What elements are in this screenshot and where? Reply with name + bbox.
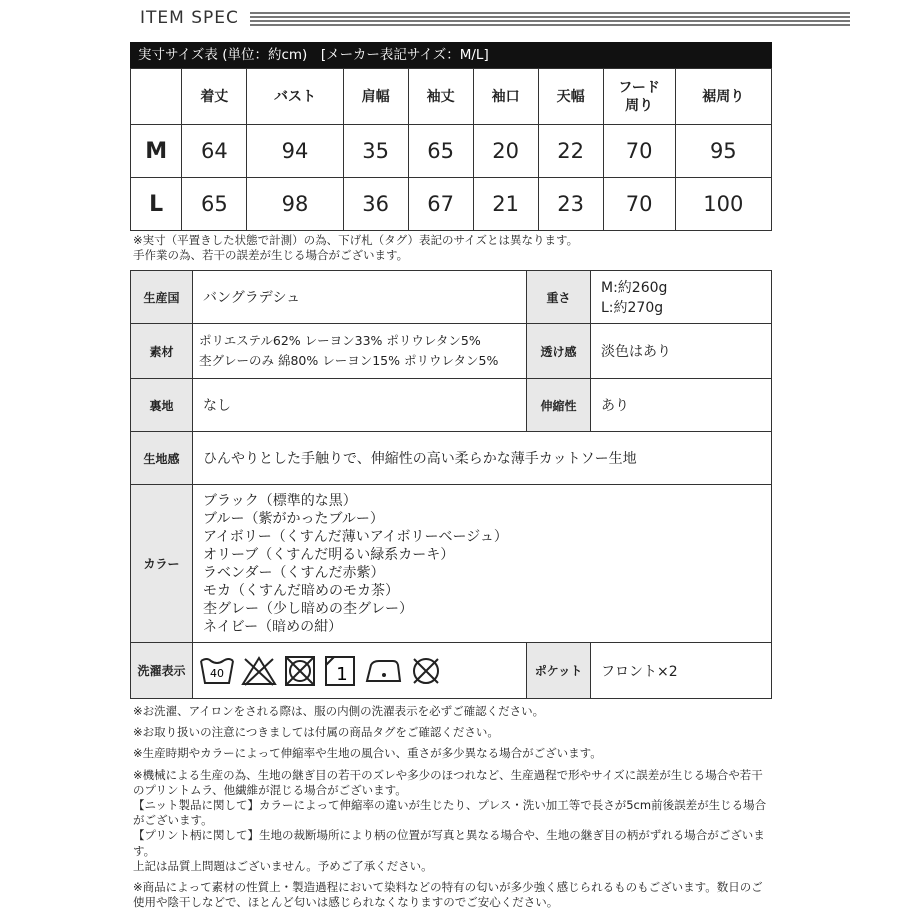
col-header: 天幅 — [538, 69, 603, 125]
info-row — [131, 485, 772, 643]
color-item: 杢グレー（少し暗めの杢グレー） — [203, 600, 413, 617]
color-item: ネイビー（暗めの紺） — [203, 618, 343, 635]
table-cell: 94 — [247, 125, 343, 178]
weight-label: 重さ — [527, 271, 591, 324]
info-row — [131, 271, 772, 324]
line-dry-shade-icon — [323, 655, 357, 687]
texture-value: ひんやりとした手触りで、伸縮性の高い柔らかな薄手カットソー生地 — [193, 432, 772, 485]
table-cell: 64 — [182, 125, 247, 178]
color-item: アイボリー（くすんだ薄いアイボリーベージュ） — [203, 528, 508, 545]
iron-low-icon — [363, 655, 403, 687]
col-header: 着丈 — [182, 69, 247, 125]
wash-temp: 40 — [210, 666, 224, 680]
foot-note: ※商品によって素材の性質上・製造過程において染料などの特有の匂いが多少強く感じられるものもございます。数日のご使用や陰干しなどで、ほとんど匂いは感じられなくなりますのでご安心ください。 — [133, 880, 763, 910]
origin-label: 生産国 — [131, 271, 193, 324]
table-cell: 67 — [408, 178, 473, 231]
pocket-value: フロント×2 — [591, 643, 772, 699]
size-table-header: 実寸サイズ表 (単位：約cm) [メーカー表記サイズ：M/L] — [130, 42, 772, 68]
dry-number: 1 — [336, 663, 348, 685]
table-cell: 65 — [182, 178, 247, 231]
col-header: 袖丈 — [408, 69, 473, 125]
table-cell: 23 — [538, 178, 603, 231]
foot-note: 【ニット製品に関して】カラーによって伸縮率の違いが生じたり、プレス・洗い加工等で長さが5cm前後誤差が生じる場合がございます。 — [133, 798, 767, 828]
texture-label: 生地感 — [131, 432, 193, 485]
table-row — [131, 178, 772, 231]
color-item: ラベンダー（くすんだ赤紫） — [203, 564, 385, 581]
col-header: バスト — [247, 69, 343, 125]
table-row — [131, 125, 772, 178]
size-table-header-row — [131, 69, 772, 125]
title-rule — [250, 12, 850, 26]
row-size-label: L — [131, 178, 182, 231]
table-cell: 98 — [247, 178, 343, 231]
stretch-label: 伸縮性 — [527, 379, 591, 432]
info-row — [131, 643, 772, 699]
material-line: 杢グレーのみ 綿80% レーヨン15% ポリウレタン5% — [199, 353, 499, 368]
color-label: カラー — [131, 485, 193, 643]
table-cell: 22 — [538, 125, 603, 178]
info-row — [131, 432, 772, 485]
foot-notes — [133, 704, 773, 916]
foot-note: ※お洗濯、アイロンをされる際は、服の内側の洗濯表示を必ずご確認ください。 — [133, 704, 545, 718]
no-tumble-dry-icon — [283, 655, 317, 687]
table-cell: 35 — [343, 125, 408, 178]
table-cell: 70 — [603, 125, 675, 178]
foot-note: ※お取り扱いの注意につきましては付属の商品タグをご確認ください。 — [133, 725, 499, 740]
color-list — [193, 485, 772, 643]
foot-note: ※機械による生産の為、生地の継ぎ目の若干のズレや多少のほつれなど、生産過程で形やサイズに誤差が生じる場合や若干のプリントムラ、他繊維が混じる場合がございます。 — [133, 767, 763, 797]
size-note: ※実寸（平置きした状態で計測）の為、下げ札（タグ）表記のサイズとは異なります。 — [133, 233, 579, 247]
lining-value: なし — [193, 379, 527, 432]
weight-m: M:約260g — [601, 280, 668, 296]
color-item: モカ（くすんだ暗めのモカ茶） — [203, 582, 399, 599]
weight-value — [591, 271, 772, 324]
size-note: 手作業の為、若干の誤差が生じる場合がございます。 — [133, 248, 409, 262]
table-cell: 95 — [675, 125, 771, 178]
size-table-corner — [131, 69, 182, 125]
table-cell: 70 — [603, 178, 675, 231]
table-cell: 65 — [408, 125, 473, 178]
lining-label: 裏地 — [131, 379, 193, 432]
foot-note: ※生産時期やカラーによって伸縮率や生地の風合い、重さが多少異なる場合がございます。 — [133, 746, 602, 761]
col-header-hood: フード周り — [618, 79, 660, 114]
pocket-label: ポケット — [527, 643, 591, 699]
origin-value: バングラデシュ — [193, 271, 527, 324]
material-label: 素材 — [131, 324, 193, 379]
col-header: 裾周り — [675, 69, 771, 125]
color-item: ブルー（紫がかったブルー） — [203, 510, 384, 527]
spec-title: ITEM SPEC — [140, 8, 239, 28]
info-table — [130, 270, 772, 699]
size-notes — [133, 233, 578, 263]
table-cell: 36 — [343, 178, 408, 231]
sheer-label: 透け感 — [527, 324, 591, 379]
foot-note: 【プリント柄に関して】生地の裁断場所により柄の位置が写真と異なる場合や、生地の継ぎ目の柄がずれる場合がございます。 — [133, 828, 765, 858]
table-cell: 100 — [675, 178, 771, 231]
info-row — [131, 379, 772, 432]
wash-40-icon — [199, 655, 235, 687]
care-label: 洗濯表示 — [131, 643, 193, 699]
sheer-value: 淡色はあり — [591, 324, 772, 379]
no-dry-clean-icon — [409, 655, 443, 687]
care-icons — [193, 643, 527, 699]
material-line: ポリエステル62% レーヨン33% ポリウレタン5% — [199, 333, 481, 348]
color-item: オリーブ（くすんだ明るい緑系カーキ） — [203, 546, 455, 563]
foot-note: 上記は品質上問題はございません。予めご了承ください。 — [133, 858, 433, 873]
col-header — [603, 69, 675, 125]
info-row — [131, 324, 772, 379]
stretch-value: あり — [591, 379, 772, 432]
weight-l: L:約270g — [601, 300, 664, 316]
color-item: ブラック（標準的な黒） — [203, 492, 357, 509]
material-value — [193, 324, 527, 379]
table-cell: 21 — [473, 178, 538, 231]
col-header: 袖口 — [473, 69, 538, 125]
row-size-label: M — [131, 125, 182, 178]
col-header: 肩幅 — [343, 69, 408, 125]
table-cell: 20 — [473, 125, 538, 178]
size-table — [130, 68, 772, 231]
no-bleach-icon — [241, 655, 277, 687]
